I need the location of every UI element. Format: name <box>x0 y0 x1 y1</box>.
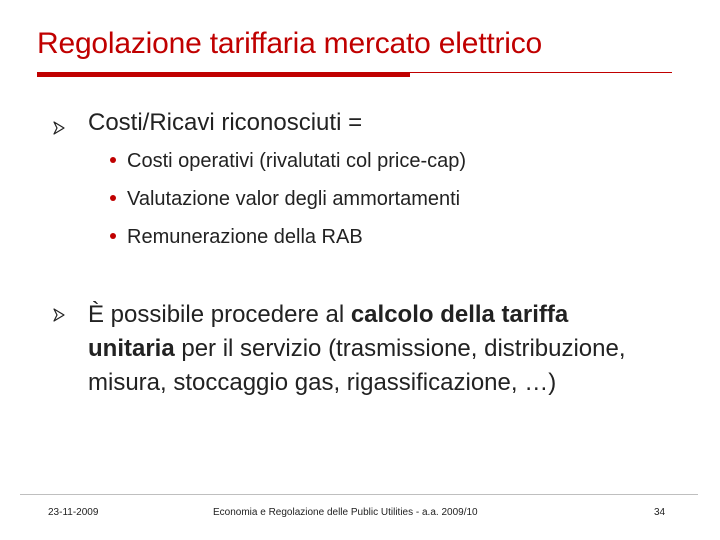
arrow-bullet-icon <box>52 308 66 322</box>
sub-bullet-item <box>110 146 466 176</box>
sub-bullet-text: Costi operativi (rivalutati col price-cap) <box>127 150 467 172</box>
bullet-costi-ricavi: Costi/Ricavi riconosciuti = <box>88 109 363 136</box>
bullet-tariffa-unitaria <box>88 298 648 400</box>
footer-date: 23-11-2009 <box>48 507 99 518</box>
sub-bullet-text: Valutazione valor degli ammortamenti <box>127 188 461 210</box>
paragraph-text: È possibile procedere al <box>88 301 351 328</box>
footer-course: Economia e Regolazione delle Public Utilities - a.a. 2009/10 <box>213 507 478 518</box>
paragraph-text: per il servizio (trasmissione, distribuzione, misura, stoccaggio gas, rigassificazione, …) <box>88 335 626 396</box>
sub-bullet-text: Remunerazione della RAB <box>127 226 363 248</box>
dot-bullet-icon <box>110 233 116 239</box>
slide-title: Regolazione tariffaria mercato elettrico <box>37 27 543 60</box>
sub-bullet-item <box>110 184 460 214</box>
sub-bullet-item <box>110 222 363 252</box>
arrow-bullet-icon <box>52 121 66 135</box>
dot-bullet-icon <box>110 157 116 163</box>
title-underline-thin <box>410 72 672 73</box>
title-underline-thick <box>37 72 410 77</box>
paragraph-bold-text: calcolo della tariffa unitaria <box>88 301 569 362</box>
dot-bullet-icon <box>110 195 116 201</box>
footer-divider <box>20 494 698 495</box>
page-number: 34 <box>654 507 666 518</box>
